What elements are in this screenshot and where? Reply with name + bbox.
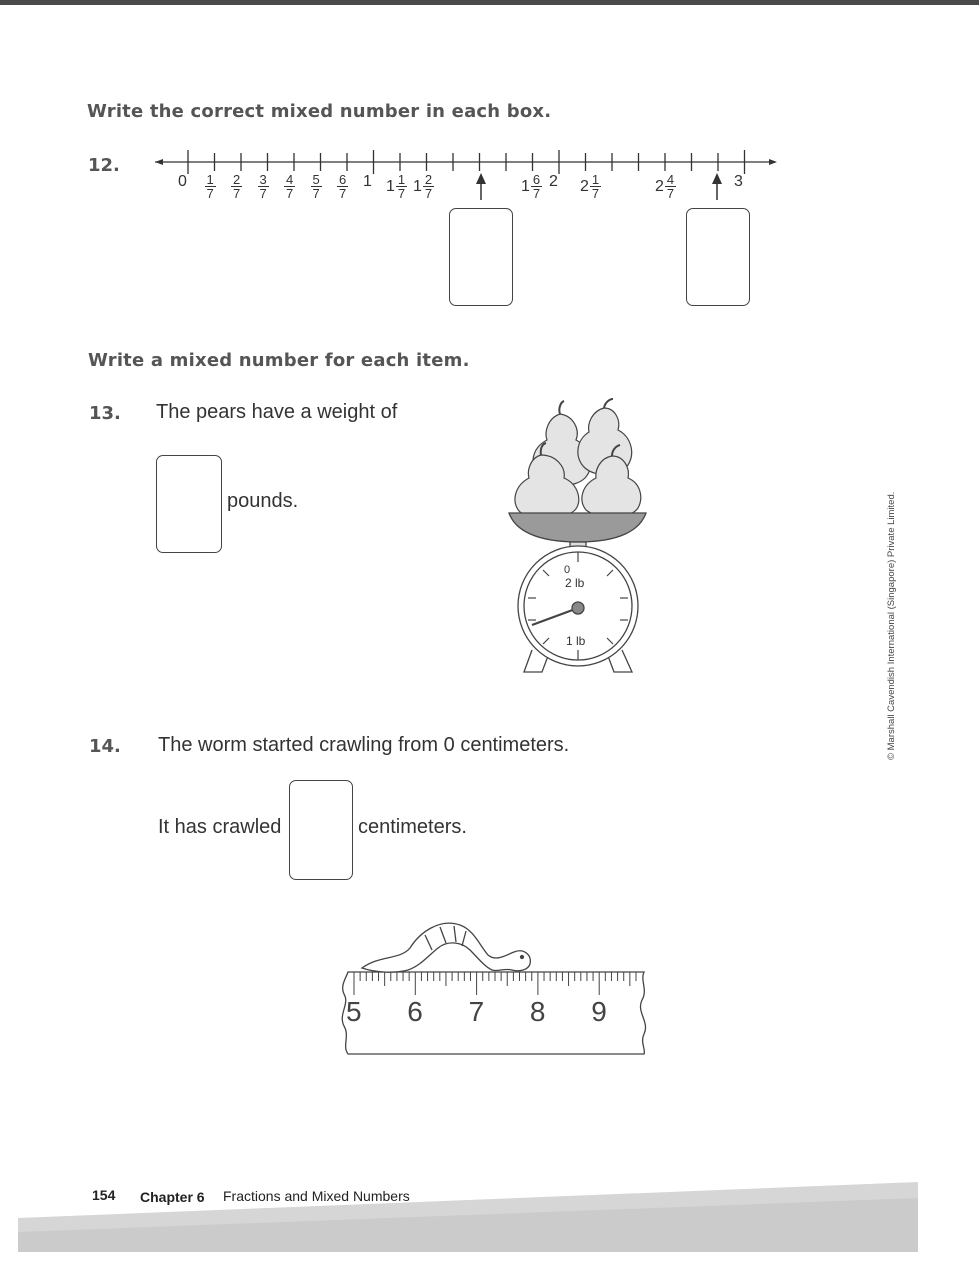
- label-whole: 3: [734, 173, 743, 190]
- question-number-12: 12.: [88, 155, 120, 176]
- label-fraction: 6 7: [339, 172, 347, 201]
- chapter-title: Fractions and Mixed Numbers: [223, 1188, 410, 1204]
- answer-box-12b[interactable]: [686, 208, 750, 306]
- label-whole: 2: [580, 177, 589, 195]
- label-whole: 2: [655, 177, 664, 195]
- number-line-label: [258, 173, 269, 200]
- label-whole: 1: [386, 177, 395, 195]
- label-whole: 0: [178, 173, 187, 190]
- label-whole: 1: [363, 173, 372, 190]
- answer-box-14[interactable]: [289, 780, 353, 880]
- label-whole: 1: [413, 177, 422, 195]
- label-whole: 2: [549, 173, 558, 190]
- label-whole: 1: [521, 177, 530, 195]
- label-fraction: 3 7: [259, 172, 267, 201]
- label-fraction: 2 7: [424, 172, 433, 201]
- number-line: [155, 150, 777, 174]
- label-fraction: 4 7: [666, 172, 675, 201]
- number-line-label: [284, 173, 295, 200]
- question-number-14: 14.: [89, 736, 121, 757]
- number-line-label: [521, 173, 542, 200]
- scale-icon: [509, 513, 646, 672]
- page-number: 154: [92, 1187, 116, 1203]
- number-line-label: [413, 173, 434, 200]
- number-line-label: [311, 173, 322, 200]
- label-fraction: 6 7: [532, 172, 541, 201]
- ruler-number: 7: [468, 996, 485, 1027]
- label-fraction: 5 7: [312, 172, 320, 201]
- number-line-label: [549, 173, 559, 191]
- answer-box-12a[interactable]: [449, 208, 513, 306]
- up-arrow-icon: [476, 173, 486, 200]
- question-text-14: The worm started crawling from 0 centimeters.: [158, 734, 570, 756]
- chapter-label: Chapter 6: [140, 1189, 205, 1205]
- ruler-number: 9: [591, 996, 607, 1027]
- section-heading-13-14: Write a mixed number for each item.: [88, 350, 470, 371]
- number-line-label: [231, 173, 242, 200]
- section-heading-12: Write the correct mixed number in each box.: [87, 101, 552, 122]
- answer-box-13[interactable]: [156, 455, 222, 553]
- number-line-label: [337, 173, 348, 200]
- unit-label-13: pounds.: [227, 490, 299, 512]
- number-line-label: [178, 173, 188, 191]
- copyright-notice: © Marshall Cavendish International (Singapore) Private Limited.: [886, 491, 897, 760]
- worm-icon: [362, 923, 530, 972]
- ruler-number: 6: [407, 996, 423, 1027]
- label-fraction: 4 7: [286, 172, 294, 201]
- number-line-label: [205, 173, 216, 200]
- number-line-label: [386, 173, 407, 200]
- number-line-label: [580, 173, 601, 200]
- pears-icon: [515, 399, 641, 519]
- prefix-label-14: It has crawled: [158, 816, 282, 838]
- up-arrow-icon: [712, 173, 722, 200]
- label-fraction: 1 7: [206, 172, 214, 201]
- number-line-label: [734, 173, 744, 191]
- question-text-13: The pears have a weight of: [156, 401, 398, 423]
- unit-label-14: centimeters.: [358, 816, 467, 838]
- question-number-13: 13.: [89, 403, 121, 424]
- label-fraction: 1 7: [397, 172, 406, 201]
- number-line-label: [655, 173, 676, 200]
- number-line-label: [363, 173, 373, 191]
- label-fraction: 2 7: [233, 172, 241, 201]
- label-fraction: 1 7: [591, 172, 600, 201]
- ruler-number: 5: [346, 996, 362, 1027]
- scale-zero-label: 0: [564, 564, 571, 576]
- scale-top-value: 2 lb: [565, 576, 585, 590]
- ruler-number: 8: [529, 996, 546, 1027]
- number-line-right-arrow-icon: [769, 159, 777, 165]
- scale-bottom-value: 1 lb: [566, 634, 586, 648]
- number-line-left-arrow-icon: [155, 159, 163, 165]
